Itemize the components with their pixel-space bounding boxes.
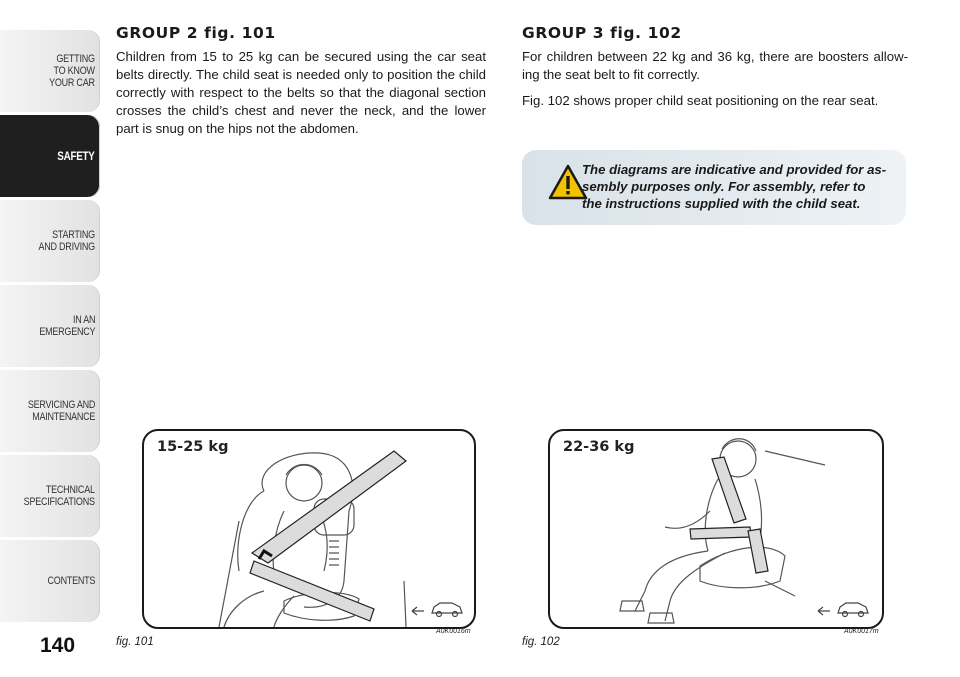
warning-text: The diagrams are indicative and provided for as-sembly purposes only. For assembly, refer to the instructions supplied with the child seat. [582,162,887,211]
tab-in-an-emergency[interactable] [0,285,100,367]
tab-label: STARTING AND DRIVING [38,229,96,253]
figure-code: A0K0017m [844,628,879,635]
body-paragraph: For children between 22 kg and 36 kg, there are boosters allow-ing the seat belt to fit correctly. [522,49,908,82]
tab-contents[interactable] [0,540,100,622]
left-column [116,24,486,146]
section-heading: GROUP 3 fig. 102 [522,24,682,42]
child-seat-illustration [144,431,474,627]
figure-caption: fig. 102 [522,636,560,648]
tab-starting-and-driving[interactable] [0,200,100,282]
right-column [522,24,908,118]
body-paragraph: Children from 15 to 25 kg can be secured using the car seat belts directly. The child seat is needed only to position the child correctly with respect to the belts so that the diagonal section crosses the child’s chest and never the neck, and the lower part is snug on the hips not the abdomen. [116,49,486,136]
figure-weight-label: 15-25 kg [157,439,229,455]
tab-label: GETTING TO KNOW YOUR CAR [49,53,96,89]
tab-getting-to-know-your-car[interactable] [0,30,100,112]
figure-weight-label: 22-36 kg [563,439,635,455]
tab-safety[interactable] [0,115,100,197]
section-heading: GROUP 2 fig. 101 [116,24,276,42]
tab-label: SAFETY [57,149,96,163]
booster-seat-illustration [550,431,882,627]
figure-code: A0K0016m [436,628,471,635]
tab-servicing-and-maintenance[interactable] [0,370,100,452]
warning-box [522,150,906,225]
figure-101 [142,429,476,629]
figure-102 [548,429,884,629]
tab-label: IN AN EMERGENCY [39,314,96,338]
body-paragraph: Fig. 102 shows proper child seat positioning on the rear seat. [522,93,879,108]
tab-label: TECHNICAL SPECIFICATIONS [24,484,96,508]
figure-caption: fig. 101 [116,636,154,648]
tab-technical-specifications[interactable] [0,455,100,537]
tab-label: CONTENTS [47,575,96,587]
page-number: 140 [40,634,76,657]
tab-label: SERVICING AND MAINTENANCE [27,399,96,423]
